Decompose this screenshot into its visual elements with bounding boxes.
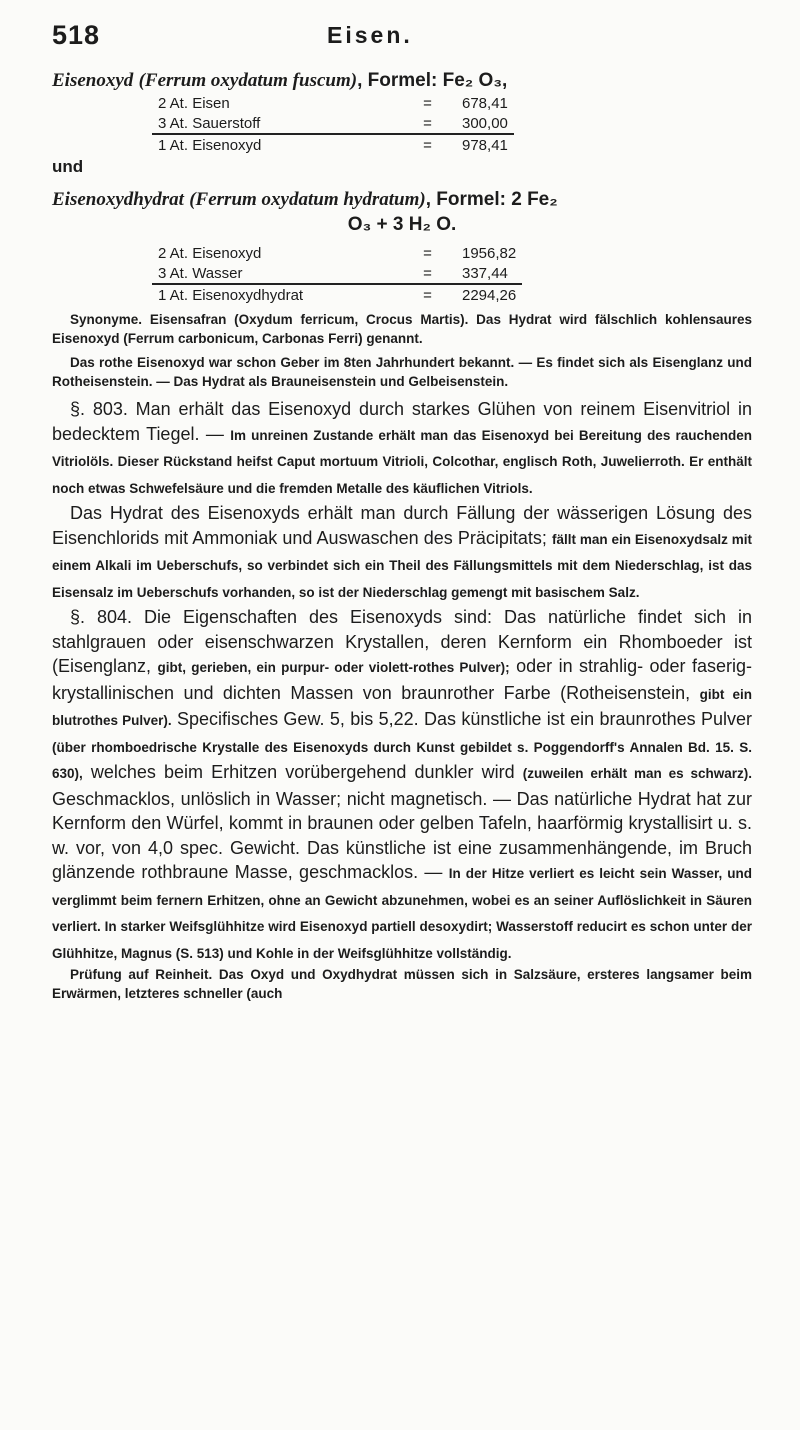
- table-total-row: [152, 134, 514, 155]
- row-label: 2 At. Eisenoxyd: [158, 244, 262, 262]
- row-label: 3 At. Wasser: [158, 264, 243, 282]
- total-value: 2294,26: [456, 284, 522, 305]
- section-804-paragraph: [52, 605, 752, 966]
- hydrate-latin: (Ferrum oxydatum hydratum): [189, 189, 426, 210]
- row-value: 678,41: [462, 94, 508, 112]
- total-label: 1 At. Eisenoxyd: [152, 134, 399, 155]
- running-head: [52, 20, 752, 60]
- hydrate-name: Eisenoxydhydrat: [52, 189, 184, 210]
- row-equals: =: [423, 244, 432, 262]
- section-803-text: §. 803. Man erhält das Eisenoxyd durch starkes Glühen von reinem Eisenvitriol in bedecktem Tiegel. —: [52, 399, 752, 444]
- row-equals: =: [423, 114, 432, 132]
- geber-paragraph: Das rothe Eisenoxyd war schon Geber im 8ten Jahrhundert bekannt. — Es findet sich als Eisenglanz und Rotheisenstein. — Das Hydrat als Brauneisenstein und Gelbeisenstein.: [52, 355, 752, 389]
- oxide-name: Eisenoxyd: [52, 70, 134, 91]
- page-number: 518: [52, 20, 101, 50]
- table-row: [152, 263, 522, 284]
- oxide-formula: , Formel: Fe₂ O₃,: [357, 70, 508, 91]
- table-row: [152, 243, 522, 263]
- row-equals: =: [423, 264, 432, 282]
- section-803-note: Im unreinen Zustande erhält man das Eisenoxyd bei Bereitung des rauchenden Vitriolöls. Dieser Rückstand heifst Caput mortuum Vitrioli, Colcothar, englisch Roth, Juwelierroth. Er enthält noch etwas Schwefelsäure und die fremden Metalle des käuflichen Vitriols.: [52, 427, 752, 496]
- pruefung-paragraph: Prüfung auf Reinheit. Das Oxyd und Oxydhydrat müssen sich in Salzsäure, ersteres langsamer beim Erwärmen, letzteres schneller (auch: [52, 967, 752, 1001]
- section-804-note-d: gibt ein blutrothes Pulver).: [52, 686, 752, 728]
- section-804-note-j: In der Hitze verliert es leicht sein Wasser, und verglimmt beim fernern Erhitzen, ohne an Gewicht abzunehmen, wobei es an seiner Auflöslichkeit in Säuren verliert. In starker Weifsglühhitze wird Eisenoxyd partiell desoxydirt; Wasserstoff reducirt es schon unter der Glühhitze, Magnus (S. 513) und Kohle in der Weifsglühhitze vollständig.: [52, 866, 752, 961]
- oxide-heading: [52, 68, 752, 93]
- section-804-note-b: gibt, gerieben, ein purpur- oder violett-rothes Pulver);: [157, 660, 510, 675]
- running-title: Eisen.: [327, 22, 413, 48]
- synonyme-paragraph: Synonyme. Eisensafran (Oxydum ferricum, Crocus Martis). Das Hydrat wird fälschlich kohlensaures Eisenoxyd (Ferrum carbonicum, Carbonas Ferri) genannt.: [52, 312, 752, 346]
- table-row: [152, 113, 514, 134]
- total-label: 1 At. Eisenoxydhydrat: [152, 284, 399, 305]
- total-equals: =: [399, 284, 456, 305]
- row-value: 300,00: [462, 114, 508, 132]
- hydrate-formula-line2: O₃ + 3 H₂ O.: [347, 214, 457, 235]
- page: [52, 20, 752, 1003]
- hydrate-note: fällt man ein Eisenoxydsalz mit einem Alkali im Ueberschufs, so verbindet sich ein Theil des Fällungsmittels mit dem Niederschlag, ist das Eisensalz im Ueberschufs vorhanden, so ist der Niederschlag gemengt mit basischem Salz.: [52, 531, 752, 600]
- section-803-paragraph: [52, 397, 752, 501]
- oxide-latin: (Ferrum oxydatum fuscum): [138, 70, 358, 91]
- row-label: 2 At. Eisen: [158, 94, 230, 112]
- hydrate-paragraph: [52, 501, 752, 605]
- hydrate-text: Das Hydrat des Eisenoxyds erhält man durch Fällung der wässerigen Lösung des Eisenchlorids mit Ammoniak und Auswaschen des Präcipitats;: [52, 503, 752, 548]
- oxide-composition-table: [152, 93, 514, 155]
- total-value: 978,41: [456, 134, 514, 155]
- section-804-text-c: oder in strahlig- oder faserig-krystallinischen und dichten Massen von braunrother Farbe (Rotheisenstein,: [52, 656, 752, 703]
- section-804-note-h: (zuweilen erhält man es schwarz).: [522, 766, 752, 781]
- row-equals: =: [423, 94, 432, 112]
- section-804-text-a: §. 804. Die Eigenschaften des Eisenoxyds sind: Das natürliche findet sich in stahlgrauen oder eisenschwarzen Krystallen, deren Kernform ein Rhomboeder ist (Eisenglanz,: [52, 607, 752, 676]
- table-row: [152, 93, 514, 113]
- total-equals: =: [399, 134, 456, 155]
- table-total-row: [152, 284, 522, 305]
- row-value: 1956,82: [462, 244, 517, 262]
- hydrate-composition-table: [152, 243, 522, 305]
- section-804-text-i: Geschmacklos, unlöslich in Wasser; nicht magnetisch. — Das natürliche Hydrat hat zur Kernform den Würfel, kommt in braunen oder gelben Tafeln, haarförmig krystallisirt u. s. w. vor, von 4,0 spec. Gewicht. Das künstliche ist eine zusammenhängende, im Bruch glänzende rothbraune Masse, geschmacklos. —: [52, 788, 752, 882]
- hydrate-formula: , Formel: 2 Fe₂: [425, 189, 558, 210]
- hydrate-heading: [52, 187, 752, 212]
- row-label: 3 At. Sauerstoff: [158, 114, 261, 132]
- row-value: 337,44: [462, 264, 508, 282]
- section-804-text-g: welches beim Erhitzen vorübergehend dunkler wird: [90, 762, 515, 782]
- und-connector: und: [52, 157, 84, 176]
- section-804-note-f: (über rhomboedrische Krystalle des Eisenoxyds durch Kunst gebildet s. Poggendorff's Annalen Bd. 15. S. 630),: [52, 739, 752, 781]
- section-804-text-e: Specifisches Gew. 5, bis 5,22. Das künstliche ist ein braunrothes Pulver: [177, 709, 752, 729]
